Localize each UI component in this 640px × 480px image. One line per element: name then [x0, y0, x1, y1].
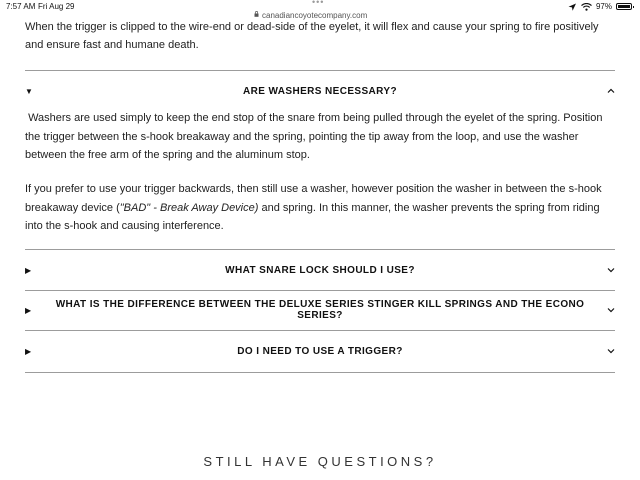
answer-text: Washers are used simply to keep the end stop of the snare from being pulled through the eyelet of the spring. Position the trigger between the s-hook breakaway and the spring, pointing the tip away from the loop, and use the washer between the free arm of the spring and the aluminum stop. [25, 112, 603, 161]
status-date: Fri Aug 29 [38, 2, 75, 11]
faq-question: ARE WASHERS NECESSARY? [242, 85, 397, 97]
chevron-down-icon[interactable] [605, 265, 615, 275]
location-icon [568, 3, 577, 11]
faq-item-trigger[interactable] [25, 341, 615, 361]
lock-icon [254, 11, 259, 17]
answer-text-b: and spring. In this manner, the washer prevents the spring from riding into the s-hook and causing interference. [25, 201, 600, 232]
address-url[interactable]: canadiancoyotecompany.com [262, 11, 368, 20]
still-have-questions-heading: STILL HAVE QUESTIONS? [203, 454, 437, 469]
faq-answer-paragraph-2 [25, 180, 615, 236]
faq-answer-paragraph-1 [25, 109, 615, 165]
faq-item-snare-lock[interactable] [25, 260, 615, 280]
multitask-dots-icon[interactable]: ••• [312, 0, 325, 7]
battery-percent: 97% [595, 2, 612, 11]
status-time: 7:57 AM [6, 2, 36, 11]
divider [25, 330, 615, 331]
status-right [568, 2, 632, 11]
divider [25, 372, 615, 373]
divider [25, 70, 615, 71]
faq-question: WHAT IS THE DIFFERENCE BETWEEN THE DELUXE SERIES STINGER KILL SPRINGS AND THE ECONO SERIES? [55, 299, 585, 321]
faq-question: DO I NEED TO USE A TRIGGER? [237, 345, 403, 357]
faq-item-deluxe-vs-econo[interactable] [25, 300, 615, 320]
triangle-down-icon: ▼ [25, 86, 33, 96]
divider [25, 249, 615, 250]
faq-question: WHAT SNARE LOCK SHOULD I USE? [225, 264, 415, 276]
wifi-icon [581, 3, 592, 11]
triangle-right-icon: ▶ [25, 305, 32, 315]
triangle-right-icon: ▶ [25, 346, 32, 356]
faq-item-washers[interactable] [25, 81, 615, 101]
chevron-down-icon[interactable] [605, 346, 615, 356]
intro-paragraph: When the trigger is clipped to the wire-end or dead-side of the eyelet, it will flex and cause your spring to fire positively and ensure fast and humane death. [25, 21, 599, 51]
chevron-down-icon[interactable] [605, 305, 615, 315]
status-bar [0, 0, 640, 20]
battery-icon [616, 3, 632, 10]
chevron-up-icon[interactable] [605, 86, 615, 96]
divider [25, 290, 615, 291]
answer-text-a: If you prefer to use your trigger backwards, then still use a washer, however position the washer in between the s-hook breakaway device ( [25, 183, 602, 214]
answer-text-emphasis: "BAD" - Break Away Device) [119, 201, 259, 214]
triangle-right-icon: ▶ [25, 265, 32, 275]
